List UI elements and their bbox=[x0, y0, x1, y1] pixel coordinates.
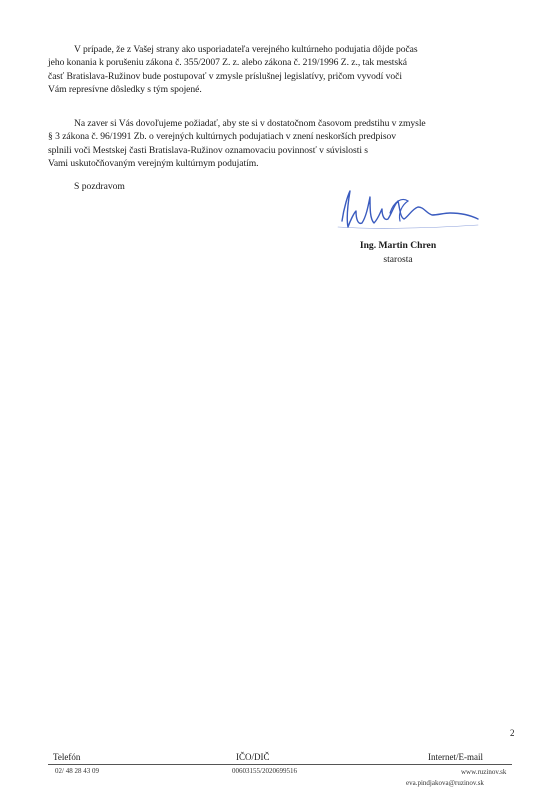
closing-greeting: S pozdravom bbox=[74, 181, 125, 192]
paragraph-line: § 3 zákona č. 96/1991 Zb. o verejných kultúrnych podujatiach v znení neskorších predpisov bbox=[48, 131, 397, 143]
paragraph-legal-consequences bbox=[48, 43, 512, 97]
footer-ico-value: 00603155/2020699516 bbox=[232, 767, 297, 775]
paragraph-line: časť Bratislava-Ružinov bude postupovať v zmysle príslušnej legislatívy, pričom vyvodí voči bbox=[48, 70, 402, 82]
paragraph-line: V prípade, že z Vašej strany ako usporiadateľa verejného kultúrneho podujatia dôjde počas bbox=[74, 44, 418, 55]
footer-phone-value: 02/ 48 28 43 09 bbox=[55, 767, 99, 775]
paragraph-notification-request bbox=[48, 117, 512, 171]
paragraph-line: Vami uskutočňovaným verejným kultúrnym podujatím. bbox=[48, 158, 259, 170]
paragraph-line: Na zaver si Vás dovoľujeme požiadať, aby ste si v dostatočnom časovom predstihu v zmysle bbox=[74, 118, 426, 129]
signer-title: starosta bbox=[383, 254, 413, 265]
page-number: 2 bbox=[510, 728, 515, 738]
paragraph-line: jeho konania k porušeniu zákona č. 355/2007 Z. z. alebo zákona č. 219/1996 Z. z., tak mestská bbox=[48, 57, 408, 69]
footer-web-label: Internet/E-mail bbox=[428, 752, 483, 762]
handwritten-signature bbox=[328, 183, 488, 243]
footer-phone-label: Telefón bbox=[53, 752, 81, 762]
paragraph-line: Vám represívne dôsledky s tým spojené. bbox=[48, 84, 202, 96]
footer-ico-label: IČO/DIČ bbox=[236, 752, 270, 762]
footer-divider bbox=[48, 764, 512, 765]
paragraph-line: splnili voči Mestskej časti Bratislava-Ružinov oznamovaciu povinnosť v súvislosti s bbox=[48, 144, 368, 156]
signer-name: Ing. Martin Chren bbox=[359, 240, 437, 251]
footer-website-link[interactable]: www.ruzinov.sk bbox=[461, 768, 507, 776]
footer-email-link[interactable]: eva.pindjakova@ruzinov.sk bbox=[406, 779, 484, 787]
